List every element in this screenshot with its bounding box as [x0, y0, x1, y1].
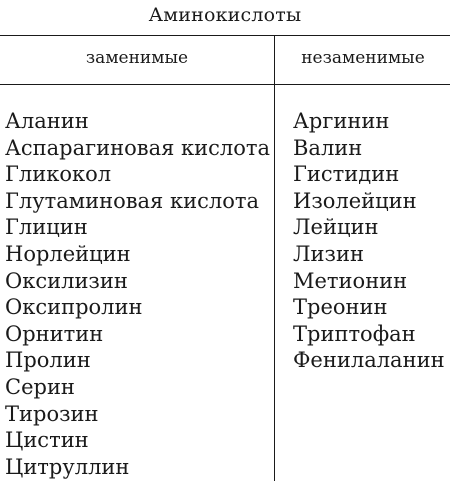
list-item: Глицин [5, 215, 88, 240]
list-item: Цистин [5, 428, 89, 453]
list-item: Тирозин [5, 401, 99, 426]
table-caption: Аминокислоты [148, 4, 302, 26]
list-item: Глутаминовая кислота [5, 188, 259, 213]
list-item: Триптофан [293, 321, 416, 346]
list-item: Лейцин [293, 215, 379, 240]
replaceable-list [5, 108, 273, 480]
column-header-replaceable: заменимые [85, 48, 189, 68]
list-item: Гликокол [5, 162, 112, 187]
list-item: Пролин [5, 348, 91, 373]
list-item: Фенилаланин [293, 348, 445, 373]
list-item: Серин [5, 374, 75, 399]
list-item: Оксипролин [5, 295, 143, 320]
list-item: Аланин [5, 109, 89, 133]
list-item: Лизин [293, 241, 364, 266]
column-divider [274, 35, 275, 481]
list-item: Треонин [293, 295, 388, 320]
top-rule [0, 35, 450, 36]
list-item: Валин [293, 135, 363, 160]
list-item: Изолейцин [293, 188, 417, 213]
column-header-essential: незаменимые [301, 48, 425, 68]
list-item: Орнитин [5, 321, 104, 346]
list-item: Оксилизин [5, 268, 128, 293]
list-item: Гистидин [293, 162, 400, 187]
essential-list [293, 108, 450, 374]
list-item: Норлейцин [5, 241, 131, 266]
list-item: Аргинин [293, 109, 390, 133]
list-item: Метионин [293, 268, 408, 293]
list-item: Аспарагиновая кислота [5, 135, 271, 160]
header-rule [0, 84, 450, 85]
list-item: Цитруллин [5, 454, 130, 479]
